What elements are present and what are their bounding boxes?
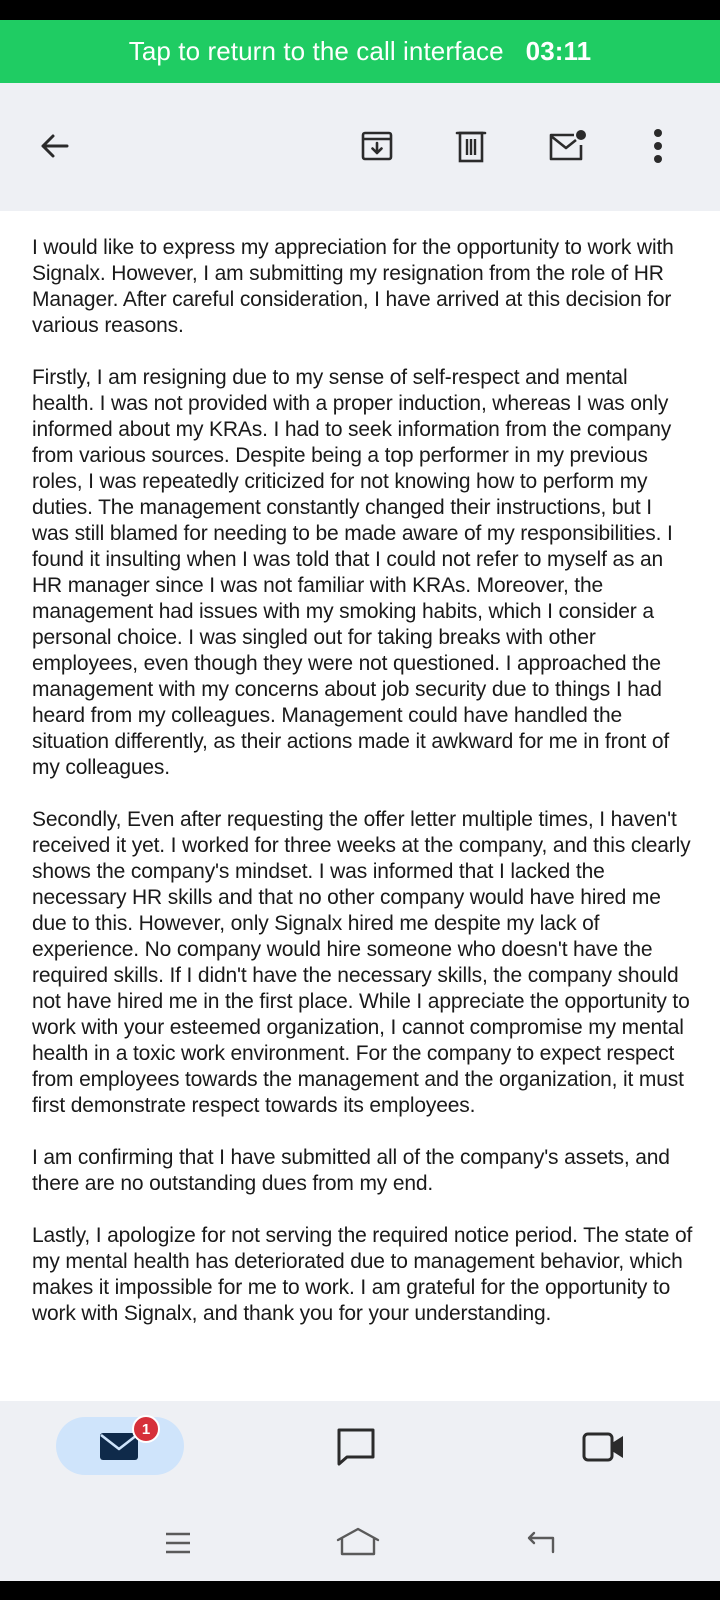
back-button[interactable] xyxy=(30,121,80,171)
email-paragraph: I would like to express my appreciation for the opportunity to work with Signalx. However, I am submitting my resignation from the role of HR Manager. After careful consideration, I have arrived at this decision for various reasons. xyxy=(32,236,674,337)
email-paragraph: I am confirming that I have submitted all of the company's assets, and there are no outstanding dues from my end. xyxy=(32,1146,670,1195)
trash-icon xyxy=(453,127,489,165)
video-icon xyxy=(581,1427,627,1467)
email-toolbar xyxy=(0,83,720,211)
mail-unread-icon xyxy=(546,128,588,164)
email-paragraph: Firstly, I am resigning due to my sense of self-respect and mental health. I was not provided with a proper induction, whereas I was only informed about my KRAs. I had to seek information from the company from various sources. Despite being a top performer in my previous roles, I was repeatedly criticized for not knowing how to perform my duties. The management constantly changed their instructions, but I was still blamed for needing to be made aware of my responsibilities. I found it insulting when I was told that I could not refer to myself as an HR manager since I was not familiar with KRAs. Moreover, the management had issues with my smoking habits, which I consider a personal choice. I was singled out for taking breaks with other employees, even though they were not questioned. I approached the management with my concerns about job security due to things I had heard from my colleagues. Management could have handled the situation differently, as their actions made it awkward for me in front of my colleagues. xyxy=(32,366,673,779)
call-timer: 03:11 xyxy=(525,36,592,66)
home-icon xyxy=(334,1524,382,1560)
system-recents-button[interactable] xyxy=(158,1523,198,1563)
archive-icon xyxy=(359,128,395,164)
email-body xyxy=(0,211,720,1401)
status-bar xyxy=(0,0,720,20)
unread-count-badge: 1 xyxy=(132,1415,160,1443)
nav-mail-tab[interactable] xyxy=(56,1417,184,1475)
more-options-button[interactable] xyxy=(640,121,676,171)
nav-video-tab[interactable] xyxy=(574,1421,634,1473)
screen-bottom-edge xyxy=(0,1581,720,1600)
back-icon xyxy=(521,1526,559,1556)
mark-unread-button[interactable] xyxy=(540,121,594,171)
more-vertical-icon xyxy=(652,126,664,166)
system-back-button[interactable] xyxy=(518,1521,562,1561)
delete-button[interactable] xyxy=(446,121,496,171)
email-paragraph: Lastly, I apologize for not serving the required notice period. The state of my mental health has deteriorated due to management behavior, which makes it impossible for me to work. I am grateful for the opportunity to work with Signalx, and thank you for your understanding. xyxy=(32,1224,693,1325)
return-to-call-banner[interactable] xyxy=(0,20,720,83)
system-home-button[interactable] xyxy=(332,1519,384,1565)
nav-chat-tab[interactable] xyxy=(330,1421,382,1473)
archive-button[interactable] xyxy=(352,121,402,171)
bottom-navigation xyxy=(0,1401,720,1581)
call-banner-text: Tap to return to the call interface xyxy=(128,36,504,66)
chat-icon xyxy=(334,1425,378,1469)
arrow-left-icon xyxy=(37,128,73,164)
recents-icon xyxy=(163,1529,193,1557)
email-paragraph: Secondly, Even after requesting the offer letter multiple times, I haven't received it yet. I worked for three weeks at the company, and this clearly shows the company's mindset. I was informed that I lacked the necessary HR skills and that no other company would have hired me due to this. However, only Signalx hired me despite my lack of experience. No company would hire someone who doesn't have the required skills. If I didn't have the necessary skills, the company should not have hired me in the first place. While I appreciate the opportunity to work with your esteemed organization, I cannot compromise my mental health in a toxic work environment. For the company to expect respect from employees towards the management and the organization, it must first demonstrate respect towards its employees. xyxy=(32,808,691,1117)
